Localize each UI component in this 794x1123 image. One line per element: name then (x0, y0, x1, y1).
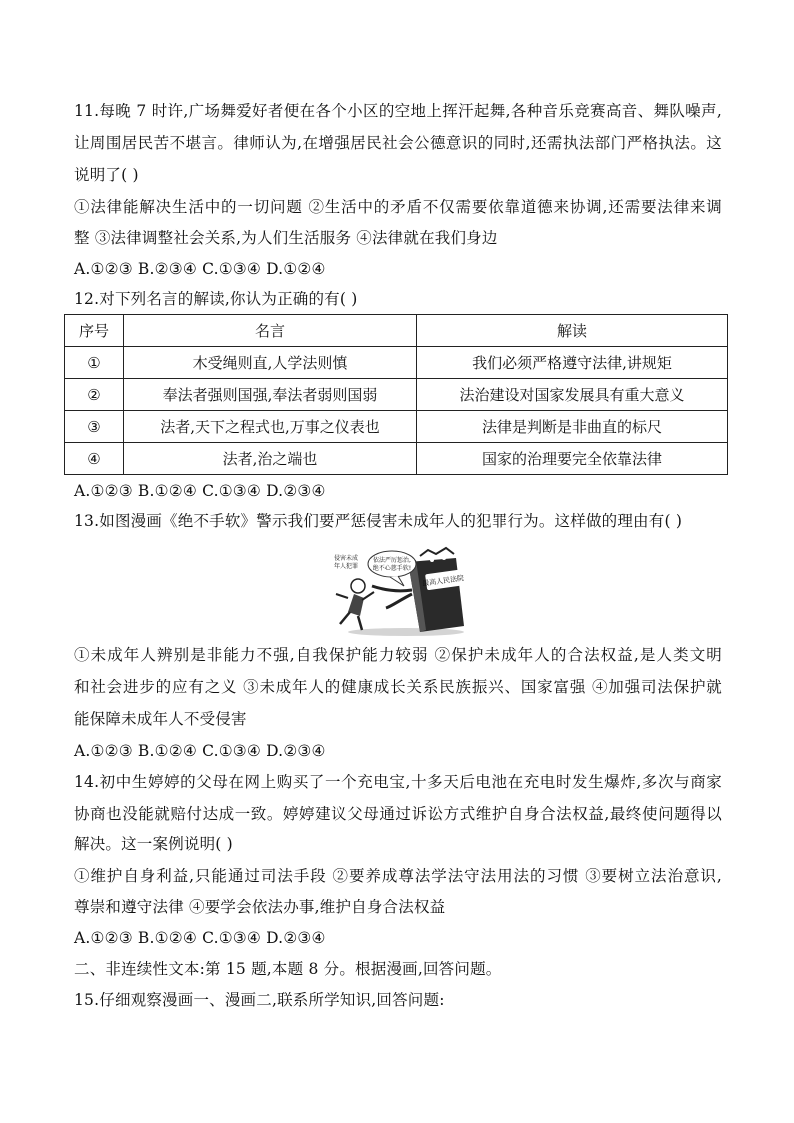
table-row (65, 411, 728, 443)
q13-stem: 13.如图漫画《绝不手软》警示我们要严惩侵害未成年人的犯罪行为。这样做的理由有( ) (74, 512, 683, 530)
cartoon-bubble-text-2: 绝不心慈手软! (372, 565, 412, 572)
table-row (65, 347, 728, 379)
table-cell: ④ (65, 443, 124, 475)
table-header-cell: 解读 (417, 315, 728, 347)
q13-answer-choices: A.①②③ B.①②④ C.①③④ D.②③④ (74, 742, 326, 760)
q11-stem-line-1: 11.每晚 7 时许,广场舞爱好者便在各个小区的空地上挥汗起舞,各种音乐竞赛高音、舞队噪声, (74, 102, 722, 120)
table-cell: 国家的治理要完全依靠法律 (417, 443, 728, 475)
table-header-row (65, 315, 728, 347)
q11-stem-line-2: 让周围居民苦不堪言。律师认为,在增强居民社会公德意识的同时,还需执法部门严格执法。这 (74, 134, 722, 152)
table-cell: 法律是判断是非曲直的标尺 (417, 411, 728, 443)
table-cell: 法治建设对国家发展具有重大意义 (417, 379, 728, 411)
table-cell: 木受绳则直,人学法则慎 (124, 347, 417, 379)
section-2-heading: 二、非连续性文本:第 15 题,本题 8 分。根据漫画,回答问题。 (74, 960, 502, 978)
table-cell: 奉法者强则国强,奉法者弱则国弱 (124, 379, 417, 411)
table-row (65, 443, 728, 475)
cartoon-law-book (408, 558, 464, 632)
cartoon-floor-shadow (348, 628, 464, 636)
table-cell: ③ (65, 411, 124, 443)
q13-option-line-1: ①未成年人辨别是非能力不强,自我保护能力较弱 ②保护未成年人的合法权益,是人类文明 (74, 646, 722, 664)
q13-option-line-3: 能保障未成年人不受侵害 (74, 710, 247, 728)
cartoon-book-title: 最高人民法院 (421, 574, 465, 588)
table-cell: 法者,天下之程式也,万事之仪表也 (124, 411, 417, 443)
q14-stem-line-1: 14.初中生婷婷的父母在网上购买了一个充电宝,十多天后电池在充电时发生爆炸,多次与商家 (74, 773, 722, 791)
cartoon-bubble-text-1: 依法严厉惩治, (373, 557, 411, 564)
q14-answer-choices: A.①②③ B.①②④ C.①③④ D.②③④ (74, 929, 326, 947)
q11-stem-line-3: 说明了( ) (74, 166, 139, 184)
cartoon-criminal-label-2: 年人犯罪 (333, 563, 359, 570)
table-cell: ① (65, 347, 124, 379)
q11-answer-choices: A.①②③ B.②③④ C.①③④ D.①②④ (74, 260, 326, 278)
cartoon-book-arm (372, 586, 412, 608)
cartoon-never-soft-image (328, 546, 468, 638)
q12-stem: 12.对下列名言的解读,你认为正确的有( ) (74, 290, 358, 308)
table-cell: ② (65, 379, 124, 411)
table-cell: 我们必须严格遵守法律,讲规矩 (417, 347, 728, 379)
table-row (65, 379, 728, 411)
q12-answer-choices: A.①②③ B.①②④ C.①③④ D.②③④ (74, 482, 326, 500)
q13-option-line-2: 和社会进步的应有之义 ③未成年人的健康成长关系民族振兴、国家富强 ④加强司法保护就 (74, 678, 722, 696)
q11-option-line-2: 整 ③法律调整社会关系,为人们生活服务 ④法律就在我们身边 (74, 229, 498, 247)
table-cell: 法者,治之端也 (124, 443, 417, 475)
q14-option-line-1: ①维护自身利益,只能通过司法手段 ②要养成尊法学法守法用法的习惯 ③要树立法治意识, (74, 867, 722, 885)
table-header-cell: 序号 (65, 315, 124, 347)
q14-option-line-2: 尊崇和遵守法律 ④要学会依法办事,维护自身合法权益 (74, 898, 446, 916)
q12-quotes-table (64, 314, 728, 475)
cartoon-criminal-label-1: 侵害未成 (333, 555, 359, 562)
q14-stem-line-2: 协商也没能就赔付达成一致。婷婷建议父母通过诉讼方式维护自身合法权益,最终使问题得以 (74, 805, 722, 823)
q14-stem-line-3: 解决。这一案例说明( ) (74, 835, 233, 853)
cartoon-criminal-figure (336, 579, 374, 630)
table-header-cell: 名言 (124, 315, 417, 347)
q15-stem: 15.仔细观察漫画一、漫画二,联系所学知识,回答问题: (74, 991, 445, 1009)
q11-option-line-1: ①法律能解决生活中的一切问题 ②生活中的矛盾不仅需要依靠道德来协调,还需要法律来调 (74, 198, 722, 216)
